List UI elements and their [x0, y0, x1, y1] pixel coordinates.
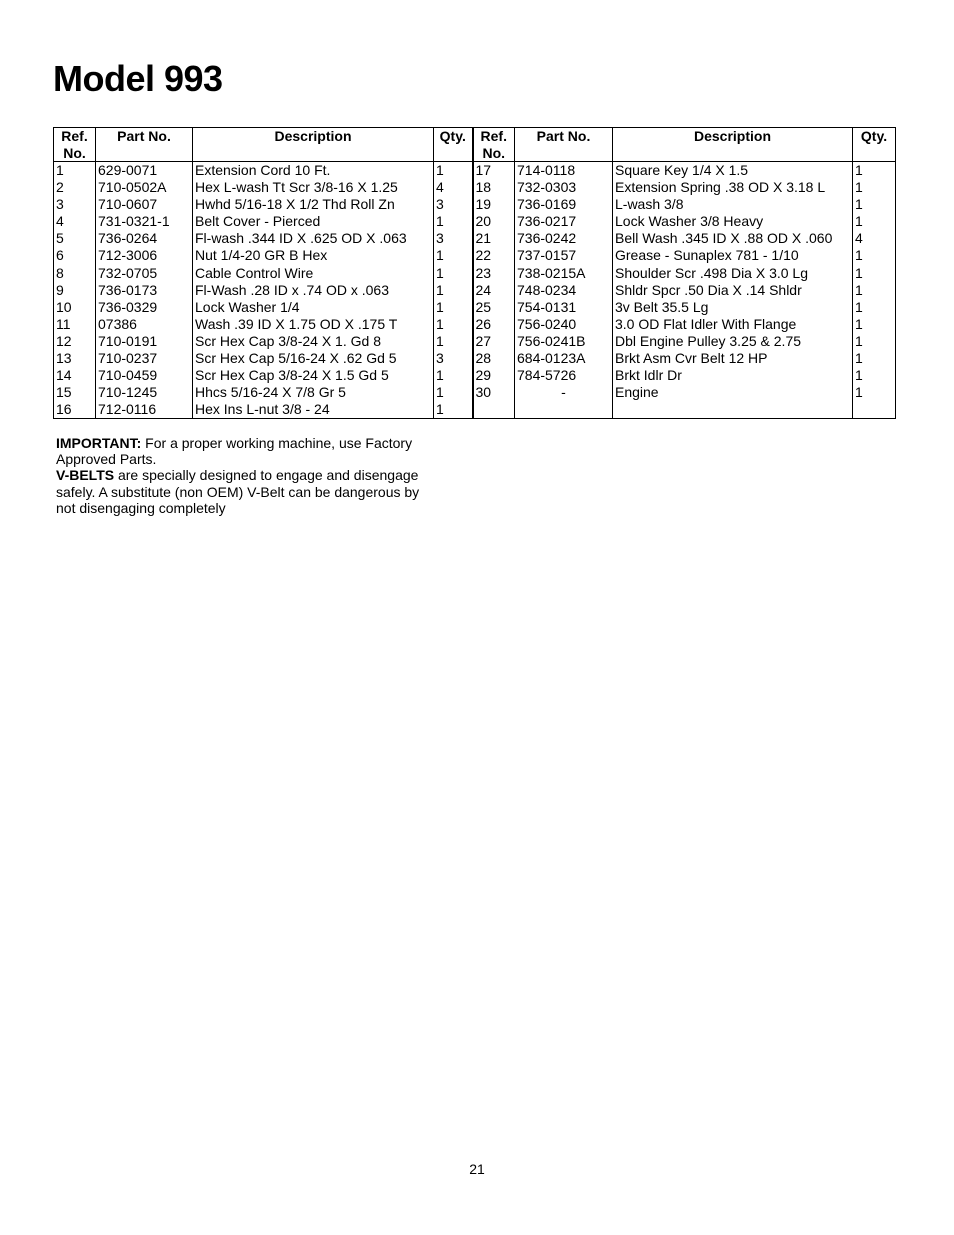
- qty-cell: 1: [853, 196, 896, 213]
- description-cell: Nut 1/4-20 GR B Hex: [193, 247, 434, 264]
- part-number-cell: 756-0240: [515, 316, 613, 333]
- table-row: [54, 230, 896, 247]
- description-cell: 3.0 OD Flat Idler With Flange: [613, 316, 853, 333]
- table-row: [54, 179, 896, 196]
- description-cell: Square Key 1/4 X 1.5: [613, 162, 853, 180]
- part-number-cell: 731-0321-1: [96, 213, 193, 230]
- qty-cell: 1: [434, 367, 473, 384]
- ref-cell: 5: [54, 230, 96, 247]
- qty-cell: 3: [434, 350, 473, 367]
- qty-cell: 1: [434, 282, 473, 299]
- ref-cell: 18: [473, 179, 515, 196]
- page-title: Model 993: [53, 58, 223, 99]
- part-number-cell: -: [515, 384, 613, 401]
- ref-cell: 28: [473, 350, 515, 367]
- description-cell: Extension Spring .38 OD X 3.18 L: [613, 179, 853, 196]
- ref-cell: 11: [54, 316, 96, 333]
- qty-cell: 1: [853, 162, 896, 180]
- part-number-cell: 712-3006: [96, 247, 193, 264]
- ref-cell: 17: [473, 162, 515, 180]
- part-number-cell: 710-0502A: [96, 179, 193, 196]
- ref-cell: 15: [54, 384, 96, 401]
- ref-cell: 3: [54, 196, 96, 213]
- parts-table-body: [54, 162, 896, 419]
- ref-cell: 30: [473, 384, 515, 401]
- ref-cell: 29: [473, 367, 515, 384]
- ref-cell: 20: [473, 213, 515, 230]
- ref-cell: 25: [473, 299, 515, 316]
- qty-cell: 1: [434, 213, 473, 230]
- part-number-cell: 736-0173: [96, 282, 193, 299]
- table-header-row: [54, 128, 896, 162]
- part-number-cell: 756-0241B: [515, 333, 613, 350]
- description-cell: Extension Cord 10 Ft.: [193, 162, 434, 180]
- table-row: [54, 282, 896, 299]
- qty-cell: 1: [434, 333, 473, 350]
- ref-cell: 16: [54, 401, 96, 419]
- header-part-no: Part No.: [515, 128, 613, 162]
- part-number-cell: 736-0329: [96, 299, 193, 316]
- header-description: Description: [613, 128, 853, 162]
- notes-block: [56, 435, 436, 516]
- qty-cell: 4: [434, 179, 473, 196]
- description-cell: Belt Cover - Pierced: [193, 213, 434, 230]
- ref-cell: 23: [473, 265, 515, 282]
- qty-cell: 1: [853, 282, 896, 299]
- ref-cell: 2: [54, 179, 96, 196]
- header-description: Description: [193, 128, 434, 162]
- description-cell: Grease - Sunaplex 781 - 1/10: [613, 247, 853, 264]
- description-cell: Dbl Engine Pulley 3.25 & 2.75: [613, 333, 853, 350]
- qty-cell: 1: [853, 213, 896, 230]
- header-part-no: Part No.: [96, 128, 193, 162]
- qty-cell: 1: [434, 265, 473, 282]
- qty-cell: 1: [434, 384, 473, 401]
- part-number-cell: 732-0705: [96, 265, 193, 282]
- part-number-cell: 712-0116: [96, 401, 193, 419]
- description-cell: L-wash 3/8: [613, 196, 853, 213]
- part-number-cell: 710-0459: [96, 367, 193, 384]
- qty-cell: 1: [853, 350, 896, 367]
- part-number-cell: 737-0157: [515, 247, 613, 264]
- part-number-cell: 736-0242: [515, 230, 613, 247]
- ref-cell: 26: [473, 316, 515, 333]
- ref-cell: 9: [54, 282, 96, 299]
- description-cell: [613, 401, 853, 419]
- description-cell: Lock Washer 1/4: [193, 299, 434, 316]
- qty-cell: 1: [853, 247, 896, 264]
- part-number-cell: 784-5726: [515, 367, 613, 384]
- qty-cell: 1: [853, 265, 896, 282]
- ref-cell: 19: [473, 196, 515, 213]
- table-row: [54, 213, 896, 230]
- part-number-cell: 710-0607: [96, 196, 193, 213]
- qty-cell: [853, 401, 896, 419]
- ref-cell: 1: [54, 162, 96, 180]
- qty-cell: 3: [434, 196, 473, 213]
- ref-cell: 21: [473, 230, 515, 247]
- part-number-cell: 710-1245: [96, 384, 193, 401]
- description-cell: Shldr Spcr .50 Dia X .14 Shldr: [613, 282, 853, 299]
- part-number-cell: 629-0071: [96, 162, 193, 180]
- vbelts-note: [56, 467, 436, 516]
- qty-cell: 1: [853, 384, 896, 401]
- important-note: [56, 435, 436, 467]
- part-number-cell: [515, 401, 613, 419]
- part-number-cell: 736-0217: [515, 213, 613, 230]
- qty-cell: 1: [434, 316, 473, 333]
- table-row: [54, 333, 896, 350]
- description-cell: Wash .39 ID X 1.75 OD X .175 T: [193, 316, 434, 333]
- qty-cell: 1: [434, 401, 473, 419]
- vbelts-text: are specially designed to engage and disengage safely. A substitute (non OEM) V-Belt can be dangerous by not disengaging completely: [56, 467, 420, 516]
- description-cell: Fl-Wash .28 ID x .74 OD x .063: [193, 282, 434, 299]
- table-row: [54, 316, 896, 333]
- table-row: [54, 265, 896, 282]
- description-cell: Bell Wash .345 ID X .88 OD X .060: [613, 230, 853, 247]
- part-number-cell: 736-0169: [515, 196, 613, 213]
- table-row: [54, 350, 896, 367]
- qty-cell: 1: [853, 316, 896, 333]
- part-number-cell: 684-0123A: [515, 350, 613, 367]
- qty-cell: 1: [853, 179, 896, 196]
- parts-table: [53, 127, 896, 419]
- ref-cell: 13: [54, 350, 96, 367]
- ref-cell: 22: [473, 247, 515, 264]
- table-row: [54, 247, 896, 264]
- description-cell: Lock Washer 3/8 Heavy: [613, 213, 853, 230]
- vbelts-label: V-BELTS: [56, 467, 115, 484]
- part-number-cell: 710-0191: [96, 333, 193, 350]
- qty-cell: 1: [434, 247, 473, 264]
- part-number-cell: 710-0237: [96, 350, 193, 367]
- header-qty: Qty.: [434, 128, 473, 162]
- description-cell: Brkt Asm Cvr Belt 12 HP: [613, 350, 853, 367]
- description-cell: 3v Belt 35.5 Lg: [613, 299, 853, 316]
- header-ref-no: Ref. No.: [473, 128, 515, 162]
- qty-cell: 4: [853, 230, 896, 247]
- ref-cell: [473, 401, 515, 419]
- ref-cell: 24: [473, 282, 515, 299]
- part-number-cell: 736-0264: [96, 230, 193, 247]
- description-cell: Fl-wash .344 ID X .625 OD X .063: [193, 230, 434, 247]
- page-number: 21: [469, 1161, 485, 1177]
- part-number-cell: 738-0215A: [515, 265, 613, 282]
- ref-cell: 12: [54, 333, 96, 350]
- important-label: IMPORTANT:: [56, 435, 142, 451]
- part-number-cell: 732-0303: [515, 179, 613, 196]
- part-number-cell: 754-0131: [515, 299, 613, 316]
- description-cell: Hex Ins L-nut 3/8 - 24: [193, 401, 434, 419]
- part-number-cell: 07386: [96, 316, 193, 333]
- table-row: [54, 384, 896, 401]
- table-row: [54, 299, 896, 316]
- ref-cell: 8: [54, 265, 96, 282]
- important-text: For a proper working machine, use Factory Approved Parts.: [56, 435, 413, 468]
- description-cell: Brkt Idlr Dr: [613, 367, 853, 384]
- table-row: [54, 196, 896, 213]
- qty-cell: 1: [434, 299, 473, 316]
- description-cell: Cable Control Wire: [193, 265, 434, 282]
- qty-cell: 3: [434, 230, 473, 247]
- description-cell: Hwhd 5/16-18 X 1/2 Thd Roll Zn: [193, 196, 434, 213]
- table-row: [54, 162, 896, 180]
- header-ref-no: Ref. No.: [54, 128, 96, 162]
- qty-cell: 1: [853, 367, 896, 384]
- ref-cell: 27: [473, 333, 515, 350]
- description-cell: Scr Hex Cap 5/16-24 X .62 Gd 5: [193, 350, 434, 367]
- qty-cell: 1: [853, 299, 896, 316]
- ref-cell: 6: [54, 247, 96, 264]
- description-cell: Hhcs 5/16-24 X 7/8 Gr 5: [193, 384, 434, 401]
- qty-cell: 1: [434, 162, 473, 180]
- description-cell: Shoulder Scr .498 Dia X 3.0 Lg: [613, 265, 853, 282]
- header-qty: Qty.: [853, 128, 896, 162]
- description-cell: Hex L-wash Tt Scr 3/8-16 X 1.25: [193, 179, 434, 196]
- table-row: [54, 401, 896, 419]
- description-cell: Scr Hex Cap 3/8-24 X 1.5 Gd 5: [193, 367, 434, 384]
- ref-cell: 4: [54, 213, 96, 230]
- ref-cell: 14: [54, 367, 96, 384]
- table-row: [54, 367, 896, 384]
- ref-cell: 10: [54, 299, 96, 316]
- part-number-cell: 714-0118: [515, 162, 613, 180]
- part-number-cell: 748-0234: [515, 282, 613, 299]
- description-cell: Scr Hex Cap 3/8-24 X 1. Gd 8: [193, 333, 434, 350]
- description-cell: Engine: [613, 384, 853, 401]
- qty-cell: 1: [853, 333, 896, 350]
